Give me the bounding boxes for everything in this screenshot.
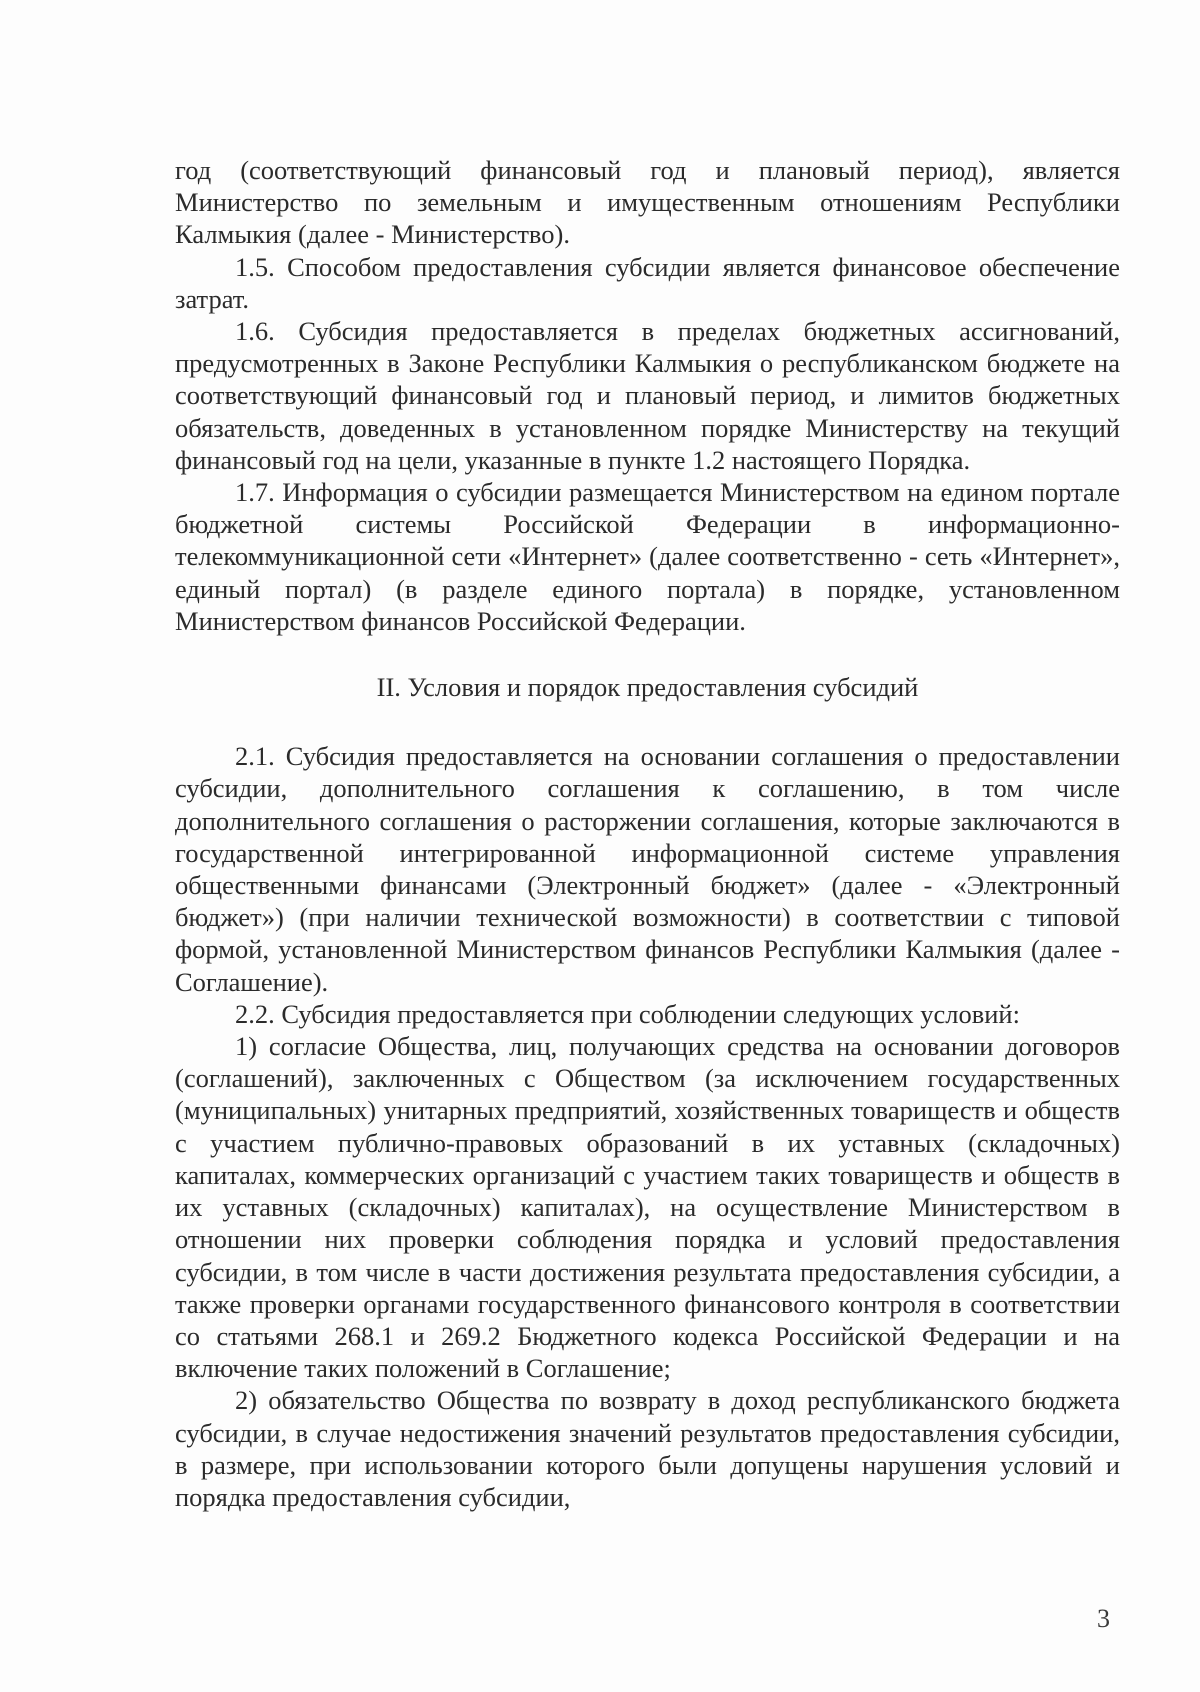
paragraph-2-1: 2.1. Субсидия предоставляется на основании соглашения о предоставлении субсидии, дополнительного соглашения к соглашению, в том числе дополнительного соглашения о расторжении соглашения, которые заключаются в государственной интегрированной информационной системе управления общественными финансами (Электронный бюджет» (далее - «Электронный бюджет») (при наличии технической возможности) в соответствии с типовой формой, установленной Министерством финансов Республики Калмыкия (далее - Соглашение). (175, 741, 1120, 997)
paragraph-1-6: 1.6. Субсидия предоставляется в пределах бюджетных ассигнований, предусмотренных в Законе Республики Калмыкия о республиканском бюджете на соответствующий финансовый год и плановый период, и лимитов бюджетных обязательств, доведенных в установленном порядке Министерству на текущий финансовый год на цели, указанные в пункте 1.2 настоящего Порядка. (175, 316, 1120, 475)
document-body (175, 154, 1120, 1513)
paragraph-1-5: 1.5. Способом предоставления субсидии является финансовое обеспечение затрат. (175, 251, 1120, 314)
paragraph-2-2: 2.2. Субсидия предоставляется при соблюдении следующих условий: (235, 998, 1020, 1029)
paragraph-condition-1: 1) согласие Общества, лиц, получающих средства на основании договоров (соглашений), заключенных с Обществом (за исключением государственных (муниципальных) унитарных предприятий, хозяйственных товариществ и обществ с участием публично-правовых образований в их уставных (складочных) капиталах, коммерческих организаций с участием таких товариществ и обществ в их уставных (складочных) капиталах), на осуществление Министерством в отношении них проверки соблюдения порядка и условий предоставления субсидии, в том числе в части достижения результата предоставления субсидии, а также проверки органами государственного финансового контроля в соответствии со статьями 268.1 и 269.2 Бюджетного кодекса Российской Федерации и на включение таких положений в Соглашение; (175, 1031, 1120, 1384)
paragraph-continuation: год (соответствующий финансовый год и плановый период), является Министерство по земельным и имущественным отношениям Республики Калмыкия (далее - Министерство). (175, 155, 1120, 250)
paragraph-1-7: 1.7. Информация о субсидии размещается Министерством на едином портале бюджетной системы Российской Федерации в информационно-телекоммуникационной сети «Интернет» (далее соответственно - сеть «Интернет», единый портал) (в разделе единого портала) в порядке, установленном Министерством финансов Российской Федерации. (175, 477, 1120, 636)
page-number: 3 (1097, 1604, 1110, 1633)
paragraph-condition-2: 2) обязательство Общества по возврату в доход республиканского бюджета субсидии, в случае недостижения значений результатов предоставления субсидии, в размере, при использовании которого были допущены нарушения условий и порядка предоставления субсидии, (175, 1385, 1120, 1512)
section-heading: II. Условия и порядок предоставления субсидий (376, 672, 919, 703)
